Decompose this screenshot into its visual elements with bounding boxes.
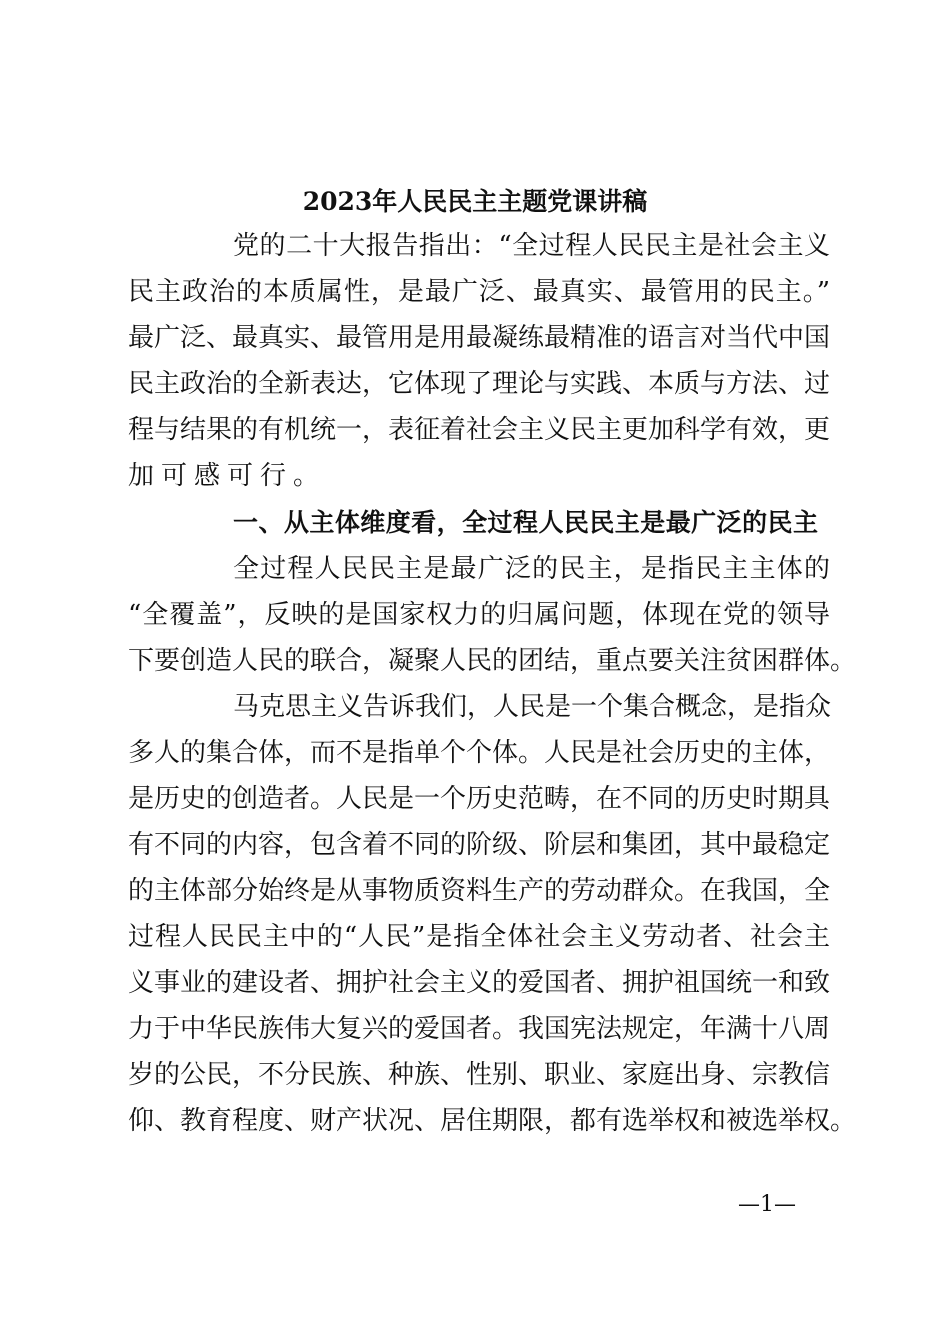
paragraph-line: 民主政治的全新表达，它体现了理论与实践、本质与方法、过 (128, 369, 831, 399)
paragraph-line: 加可感可行。 (128, 461, 327, 491)
paragraph-line: 义事业的建设者、拥护社会主义的爱国者、拥护祖国统一和致 (128, 968, 831, 998)
paragraph-line: 最广泛、最真实、最管用是用最凝练最精准的语言对当代中国 (128, 323, 831, 353)
paragraph-line: “全覆盖”，反映的是国家权力的归属问题，体现在党的领导 (128, 600, 830, 630)
paragraph-line: 民主政治的本质属性，是最广泛、最真实、最管用的民主。” (128, 277, 830, 307)
paragraph-line: 是历史的创造者。人民是一个历史范畴，在不同的历史时期具 (128, 784, 831, 814)
paragraph-line: 下要创造人民的联合，凝聚人民的团结，重点要关注贫困群体。 (128, 646, 857, 676)
document-title: 2023年人民民主主题党课讲稿 (302, 187, 648, 216)
page-number: —1— (738, 1192, 796, 1217)
paragraph-line: 岁的公民，不分民族、种族、性别、职业、家庭出身、宗教信 (128, 1060, 831, 1090)
paragraph-line: 过程人民民主中的“人民”是指全体社会主义劳动者、社会主 (128, 922, 830, 952)
paragraph-line: 的主体部分始终是从事物质资料生产的劳动群众。在我国，全 (128, 876, 831, 906)
paragraph-line: 程与结果的有机统一，表征着社会主义民主更加科学有效，更 (128, 415, 831, 445)
paragraph-line: 党的二十大报告指出：“全过程人民民主是社会主义 (233, 231, 830, 261)
section-heading: 一、从主体维度看，全过程人民民主是最广泛的民主 (233, 508, 818, 537)
paragraph-line: 仰、教育程度、财产状况、居住期限，都有选举权和被选举权。 (128, 1106, 857, 1136)
paragraph-line: 全过程人民民主是最广泛的民主，是指民主主体的 (233, 554, 830, 584)
paragraph-line: 有不同的内容，包含着不同的阶级、阶层和集团，其中最稳定 (128, 830, 831, 860)
paragraph-line: 多人的集合体，而不是指单个个体。人民是社会历史的主体， (128, 738, 831, 768)
paragraph-line: 马克思主义告诉我们，人民是一个集合概念，是指众 (233, 692, 832, 722)
paragraph-line: 力于中华民族伟大复兴的爱国者。我国宪法规定，年满十八周 (128, 1014, 831, 1044)
